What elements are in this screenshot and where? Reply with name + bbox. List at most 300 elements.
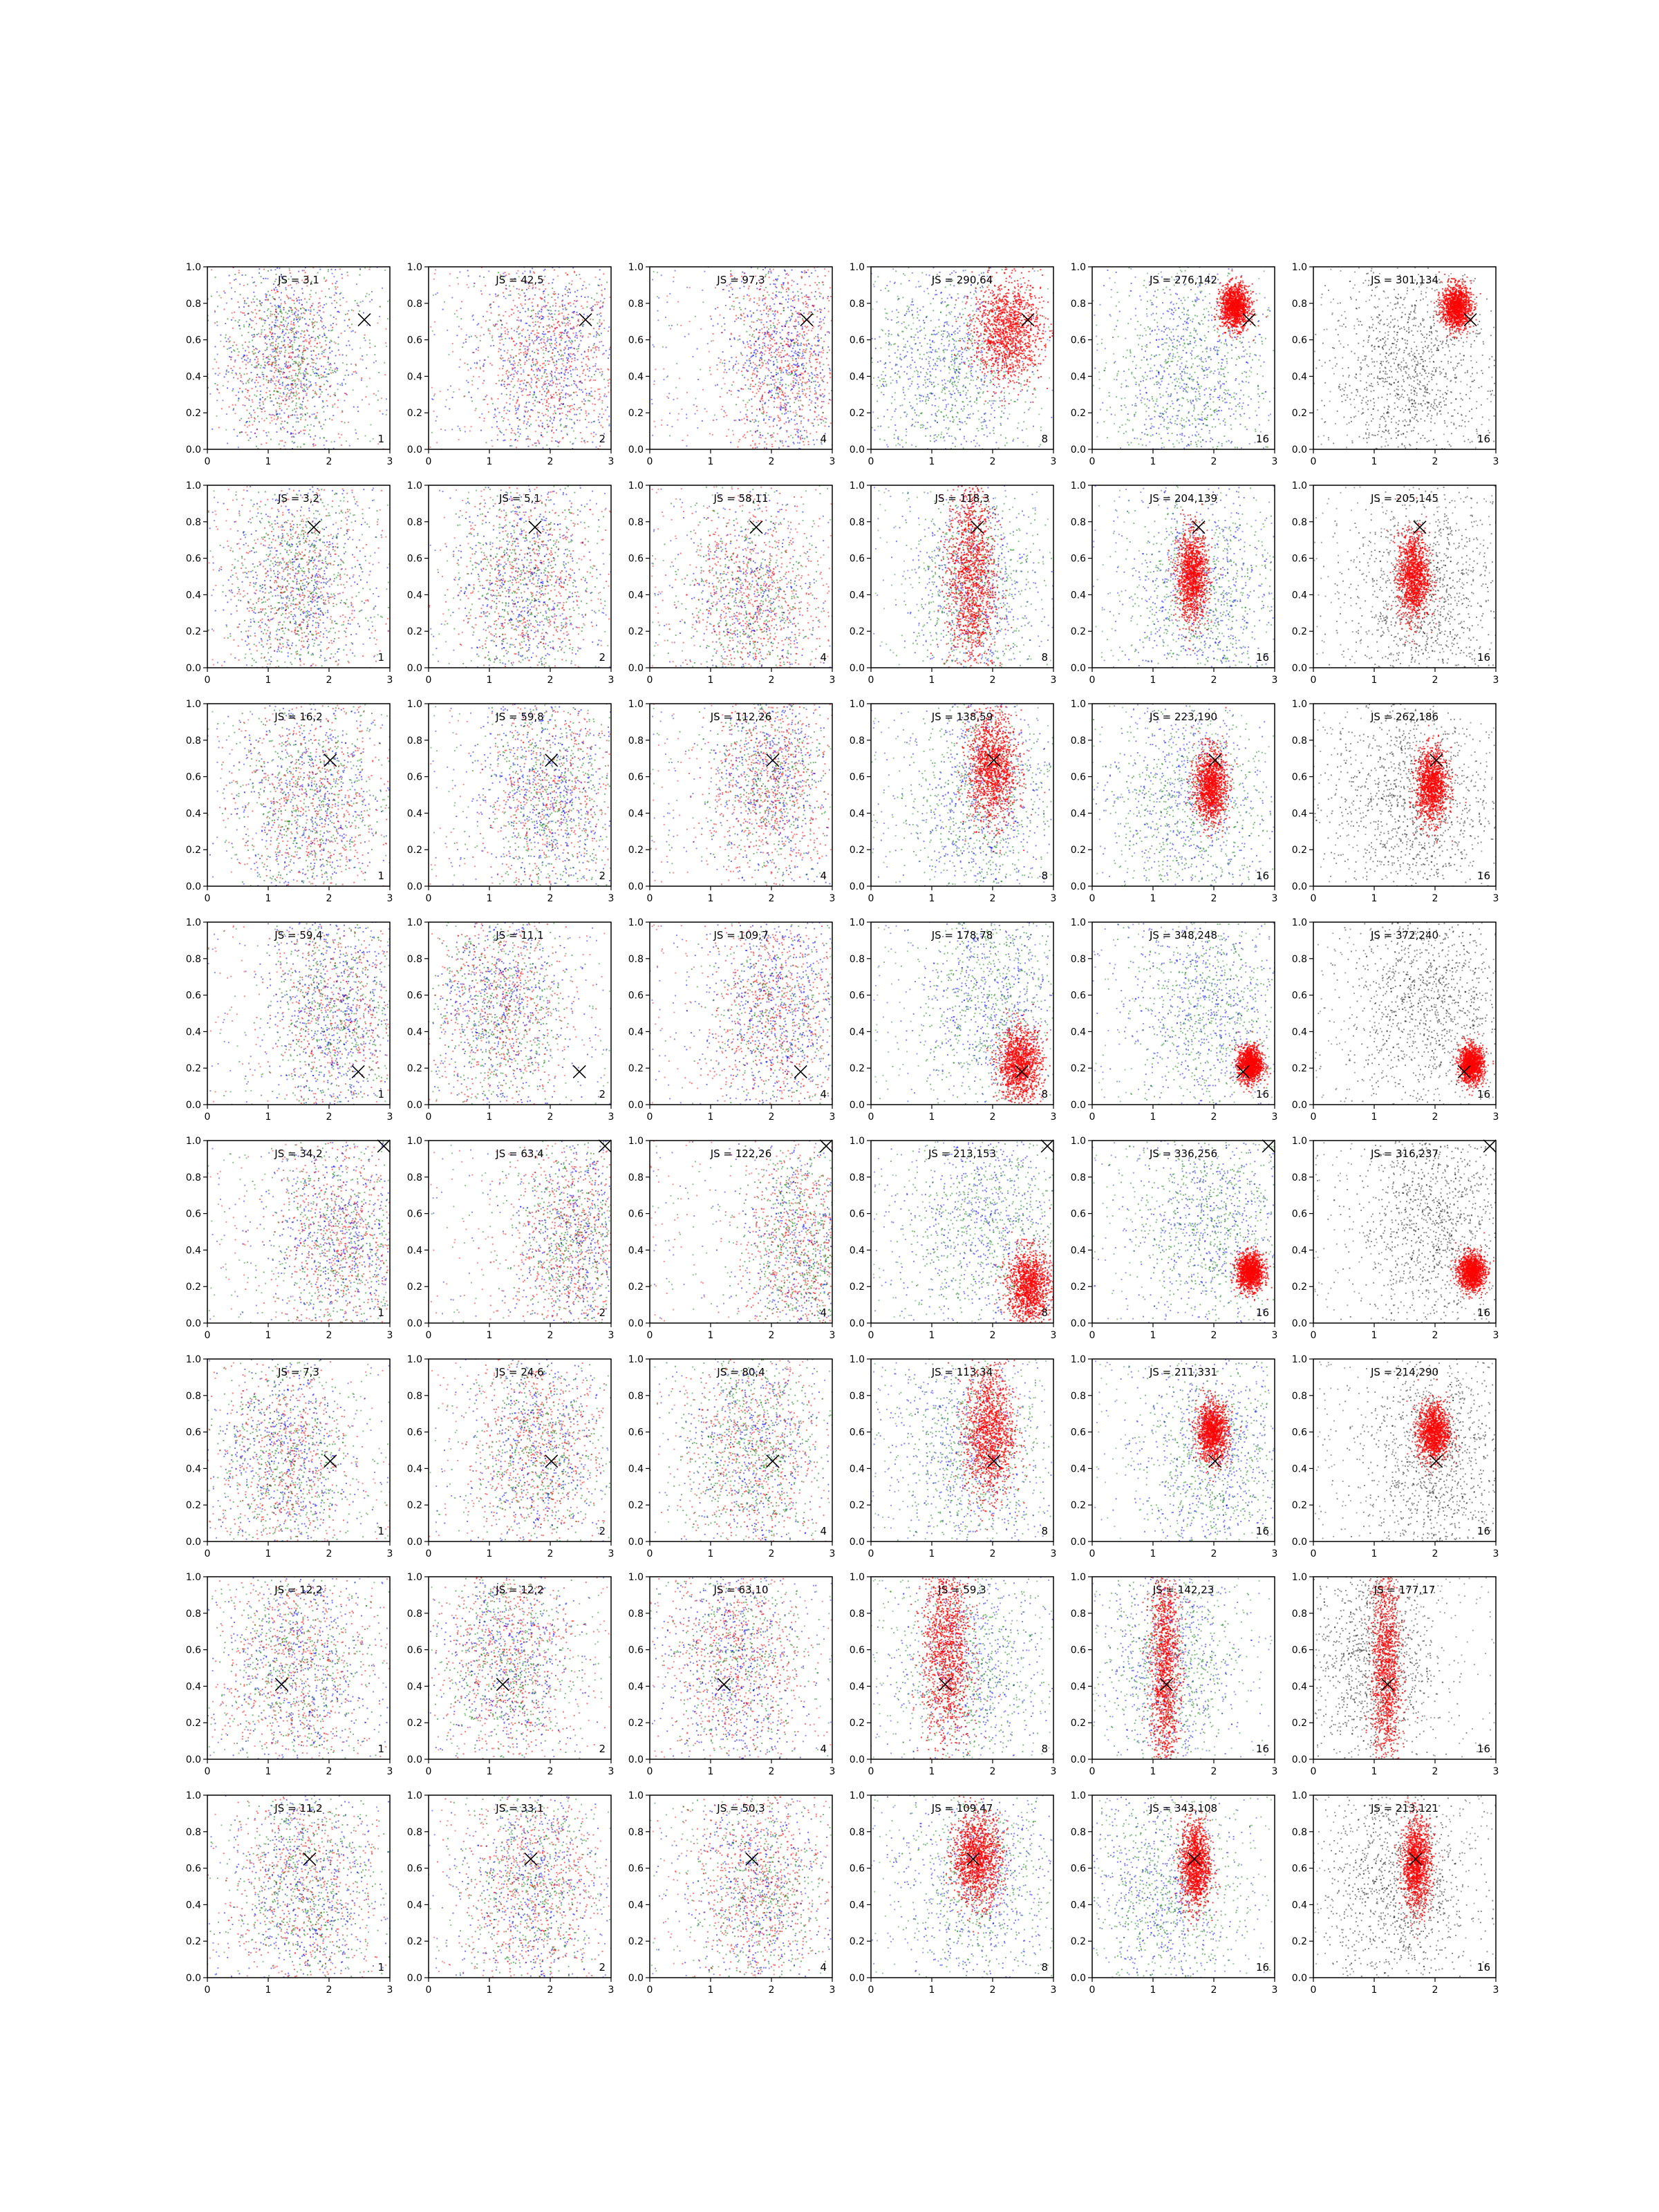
scatter-point — [541, 386, 543, 388]
scatter-point — [819, 363, 821, 364]
scatter-point — [798, 375, 799, 376]
scatter-point — [805, 383, 807, 384]
scatter-point — [600, 301, 601, 302]
scatter-point — [547, 389, 549, 391]
scatter-point — [759, 388, 760, 389]
scatter-point — [481, 293, 482, 294]
scatter-point — [526, 289, 527, 290]
scatter-point — [798, 321, 799, 323]
scatter-point — [292, 388, 294, 389]
scatter-point — [769, 306, 771, 307]
scatter-point — [923, 306, 924, 308]
scatter-point — [511, 328, 512, 329]
scatter-point — [498, 375, 499, 376]
scatter-point — [545, 348, 547, 349]
scatter-point — [800, 420, 802, 422]
scatter-point — [733, 301, 734, 302]
scatter-point — [795, 311, 796, 312]
scatter-point — [762, 435, 763, 436]
scatter-point — [485, 359, 486, 361]
scatter-point — [536, 420, 537, 421]
scatter-point — [283, 335, 285, 336]
scatter-point — [279, 351, 280, 353]
scatter-point — [774, 385, 776, 386]
scatter-point — [732, 289, 733, 290]
scatter-point — [755, 354, 756, 355]
scatter-point — [790, 411, 791, 412]
scatter-point — [804, 351, 805, 353]
scatter-point — [583, 324, 584, 325]
scatter-point — [513, 368, 514, 369]
scatter-point — [986, 427, 988, 429]
scatter-point — [517, 371, 518, 372]
scatter-point — [795, 382, 796, 384]
scatter-point — [782, 384, 783, 386]
scatter-point — [814, 419, 815, 420]
scatter-point — [801, 271, 803, 272]
scatter-point — [802, 438, 803, 439]
scatter-point — [465, 431, 466, 432]
scatter-point — [516, 372, 517, 373]
scatter-point — [279, 379, 280, 381]
scatter-point — [360, 301, 362, 303]
scatter-point — [467, 284, 468, 285]
scatter-point — [515, 434, 516, 435]
scatter-point — [536, 338, 538, 339]
scatter-point — [550, 346, 552, 348]
scatter-point — [594, 374, 595, 375]
scatter-point — [795, 410, 796, 411]
scatter-point — [739, 307, 740, 308]
scatter-point — [534, 294, 536, 296]
scatter-point — [593, 328, 594, 329]
scatter-point — [902, 447, 903, 448]
scatter-point — [337, 286, 338, 288]
scatter-point — [817, 382, 818, 383]
scatter-point — [702, 389, 704, 391]
scatter-point — [252, 282, 254, 283]
scatter-point — [525, 348, 526, 350]
scatter-point — [769, 283, 771, 285]
scatter-point — [325, 419, 326, 420]
scatter-point — [744, 377, 745, 378]
scatter-point — [541, 413, 543, 414]
scatter-point — [778, 352, 779, 353]
scatter-point — [585, 413, 587, 414]
scatter-point — [296, 319, 297, 321]
scatter-point — [547, 376, 548, 377]
scatter-point — [963, 447, 964, 449]
scatter-point — [772, 376, 774, 377]
scatter-point — [521, 335, 523, 337]
scatter-point — [695, 413, 696, 415]
scatter-point — [825, 335, 826, 336]
scatter-point — [351, 324, 353, 325]
scatter-point — [290, 352, 292, 353]
scatter-point — [550, 327, 551, 328]
scatter-point — [817, 276, 818, 277]
scatter-point — [986, 361, 988, 362]
scatter-point — [778, 407, 780, 409]
scatter-point — [234, 359, 236, 361]
scatter-point — [559, 306, 561, 308]
scatter-point — [756, 377, 757, 378]
scatter-point — [756, 409, 758, 410]
scatter-point — [321, 318, 323, 319]
scatter-point — [554, 412, 556, 413]
scatter-point — [272, 420, 273, 422]
scatter-point — [299, 357, 300, 358]
scatter-point — [283, 445, 285, 447]
scatter-point — [948, 335, 950, 336]
scatter-point — [963, 391, 964, 392]
scatter-point — [735, 297, 737, 299]
scatter-point — [785, 410, 786, 411]
scatter-point — [749, 400, 750, 401]
scatter-point — [306, 310, 307, 312]
scatter-point — [561, 418, 562, 420]
scatter-point — [673, 276, 675, 278]
scatter-point — [259, 310, 260, 312]
scatter-point — [504, 272, 505, 273]
scatter-point — [498, 351, 499, 353]
scatter-point — [300, 404, 301, 405]
scatter-point — [276, 326, 278, 327]
scatter-point — [330, 352, 331, 353]
scatter-point — [909, 402, 910, 403]
scatter-point — [283, 337, 284, 339]
scatter-point — [300, 408, 301, 409]
scatter-point — [323, 325, 324, 326]
scatter-point — [812, 355, 814, 356]
scatter-point — [750, 384, 751, 385]
scatter-point — [298, 373, 299, 374]
scatter-point — [538, 310, 540, 312]
scatter-point — [781, 284, 782, 285]
scatter-point — [581, 409, 582, 411]
scatter-point — [762, 342, 764, 344]
scatter-point — [782, 442, 783, 444]
scatter-point — [254, 432, 256, 433]
scatter-point — [779, 355, 780, 356]
scatter-point — [559, 393, 560, 395]
scatter-point — [761, 413, 762, 414]
scatter-point — [802, 326, 803, 328]
scatter-point — [592, 366, 594, 367]
scatter-point — [310, 366, 311, 367]
scatter-point — [596, 331, 597, 332]
scatter-point — [548, 310, 550, 311]
scatter-point — [927, 428, 928, 429]
scatter-point — [266, 299, 268, 301]
scatter-point — [267, 396, 268, 397]
scatter-point — [823, 364, 824, 365]
scatter-point — [777, 433, 778, 435]
scatter-point — [580, 432, 581, 433]
scatter-point — [537, 440, 538, 441]
scatter-point — [710, 316, 711, 317]
scatter-point — [1044, 331, 1046, 332]
scatter-point — [807, 314, 809, 315]
scatter-point — [306, 379, 307, 380]
scatter-point — [755, 367, 756, 368]
scatter-point — [324, 335, 325, 336]
scatter-point — [255, 285, 256, 287]
scatter-point — [526, 424, 527, 425]
scatter-point — [767, 327, 768, 328]
scatter-point — [319, 377, 320, 379]
scatter-point — [386, 328, 387, 330]
scatter-point — [608, 368, 609, 370]
scatter-point — [541, 432, 542, 433]
scatter-point — [780, 352, 782, 353]
scatter-point — [739, 288, 740, 289]
scatter-point — [565, 347, 566, 348]
scatter-point — [553, 432, 554, 433]
scatter-point — [733, 369, 734, 371]
scatter-point — [754, 373, 756, 375]
scatter-point — [787, 341, 789, 342]
scatter-point — [527, 330, 529, 331]
scatter-point — [541, 434, 542, 435]
scatter-point — [722, 351, 724, 353]
scatter-point — [518, 297, 520, 299]
scatter-point — [292, 299, 293, 301]
scatter-point — [277, 291, 279, 292]
scatter-point — [768, 332, 769, 333]
scatter-point — [254, 353, 256, 354]
scatter-point — [501, 380, 503, 382]
scatter-point — [785, 360, 786, 362]
scatter-point — [779, 332, 780, 333]
scatter-point — [484, 418, 485, 419]
scatter-point — [563, 386, 564, 388]
scatter-point — [529, 394, 531, 395]
scatter-point — [545, 350, 547, 351]
scatter-point — [476, 337, 478, 338]
scatter-point — [779, 391, 780, 393]
scatter-point — [316, 369, 317, 371]
scatter-point — [285, 328, 287, 330]
scatter-point — [724, 369, 726, 371]
scatter-point — [562, 364, 563, 365]
scatter-point — [506, 413, 507, 414]
scatter-point — [563, 317, 565, 319]
scatter-point — [753, 355, 754, 356]
scatter-point — [506, 373, 507, 375]
scatter-point — [796, 341, 797, 343]
scatter-point — [256, 365, 258, 366]
scatter-point — [687, 435, 688, 436]
scatter-point — [433, 411, 435, 412]
scatter-point — [276, 431, 278, 433]
scatter-point — [800, 400, 801, 402]
scatter-point — [535, 377, 536, 378]
scatter-point — [534, 405, 536, 406]
y-tick-label: 1.0 — [628, 262, 644, 273]
scatter-point — [474, 285, 475, 287]
scatter-point — [777, 324, 778, 325]
scatter-point — [796, 393, 798, 394]
scatter-point — [802, 409, 803, 411]
scatter-point — [290, 328, 292, 329]
scatter-point — [566, 345, 568, 346]
scatter-point — [794, 296, 795, 297]
scatter-point — [531, 382, 532, 383]
scatter-point — [762, 299, 764, 300]
scatter-point — [895, 270, 897, 272]
scatter-point — [782, 392, 783, 393]
scatter-point — [491, 364, 493, 366]
scatter-point — [503, 360, 504, 362]
scatter-point — [285, 385, 287, 386]
scatter-point — [582, 326, 583, 327]
scatter-point — [547, 316, 549, 317]
scatter-point — [747, 341, 748, 343]
scatter-point — [274, 372, 275, 373]
scatter-point — [588, 346, 590, 348]
scatter-point — [740, 318, 742, 319]
scatter-point — [574, 291, 576, 292]
scatter-point — [289, 307, 290, 308]
scatter-point — [573, 328, 574, 329]
scatter-point — [324, 444, 325, 446]
scatter-point — [336, 281, 337, 282]
scatter-point — [269, 414, 270, 415]
scatter-point — [245, 274, 246, 276]
scatter-point — [290, 365, 291, 366]
scatter-point — [304, 430, 306, 431]
scatter-point — [817, 359, 818, 360]
scatter-point — [292, 346, 293, 348]
scatter-point — [545, 376, 547, 377]
scatter-point — [517, 409, 518, 411]
scatter-point — [306, 330, 308, 331]
scatter-point — [256, 334, 258, 335]
scatter-point — [259, 376, 260, 377]
scatter-point — [243, 324, 245, 326]
scatter-point — [257, 358, 259, 359]
scatter-point — [233, 350, 234, 351]
scatter-point — [551, 313, 552, 315]
scatter-point — [657, 310, 659, 312]
scatter-point — [285, 288, 286, 289]
scatter-point — [305, 373, 306, 375]
scatter-point — [301, 330, 303, 332]
scatter-point — [519, 419, 521, 420]
scatter-point — [244, 359, 245, 361]
scatter-point — [785, 422, 787, 423]
scatter-point — [444, 429, 446, 431]
scatter-point — [829, 393, 830, 394]
scatter-point — [573, 353, 574, 355]
scatter-point — [780, 343, 781, 344]
scatter-point — [588, 413, 590, 415]
scatter-point — [434, 273, 435, 274]
scatter-point — [535, 321, 536, 323]
scatter-point — [668, 397, 669, 399]
scatter-point — [749, 340, 751, 341]
scatter-point — [581, 306, 582, 307]
scatter-point — [762, 400, 764, 402]
scatter-point — [492, 340, 494, 341]
scatter-point — [789, 355, 790, 357]
scatter-point — [813, 425, 814, 427]
scatter-point — [561, 377, 562, 378]
scatter-point — [315, 435, 316, 437]
scatter-point — [542, 333, 543, 335]
scatter-point — [335, 343, 337, 344]
scatter-point — [334, 441, 335, 442]
scatter-point — [304, 335, 306, 336]
scatter-point — [314, 373, 315, 374]
scatter-point — [529, 325, 530, 326]
scatter-point — [777, 279, 778, 280]
scatter-point — [305, 272, 306, 273]
scatter-point — [324, 376, 326, 377]
scatter-point — [764, 447, 765, 449]
scatter-point — [780, 371, 782, 372]
scatter-point — [774, 311, 776, 312]
scatter-point — [747, 379, 749, 380]
scatter-point — [799, 349, 800, 350]
scatter-point — [980, 359, 982, 361]
scatter-point — [527, 438, 528, 440]
scatter-point — [565, 397, 566, 399]
scatter-point — [888, 330, 890, 332]
scatter-point — [802, 382, 803, 383]
scatter-point — [591, 422, 592, 423]
scatter-point — [296, 330, 297, 332]
scatter-point — [790, 435, 791, 436]
scatter-point — [599, 445, 601, 447]
scatter-point — [765, 377, 766, 379]
scatter-point — [652, 279, 653, 281]
scatter-point — [536, 330, 538, 331]
scatter-point — [267, 310, 268, 311]
scatter-point — [702, 301, 704, 303]
scatter-point — [814, 393, 816, 395]
scatter-point — [527, 310, 529, 311]
scatter-point — [723, 289, 724, 290]
scatter-point — [562, 413, 563, 414]
scatter-point — [770, 355, 771, 356]
scatter-point — [790, 310, 791, 311]
scatter-point — [512, 378, 514, 379]
scatter-point — [732, 430, 733, 431]
scatter-point — [1020, 383, 1022, 384]
scatter-point — [582, 308, 583, 309]
scatter-point — [256, 436, 257, 438]
scatter-point — [603, 395, 605, 397]
scatter-point — [306, 373, 308, 374]
scatter-point — [480, 290, 482, 292]
scatter-point — [351, 310, 353, 311]
scatter-point — [680, 325, 682, 326]
scatter-point — [811, 292, 812, 293]
scatter-point — [532, 299, 534, 300]
scatter-point — [543, 331, 544, 332]
scatter-point — [807, 307, 808, 308]
scatter-point — [542, 436, 543, 438]
scatter-point — [516, 331, 518, 332]
scatter-point — [780, 313, 782, 315]
scatter-point — [313, 445, 315, 447]
scatter-point — [511, 314, 512, 315]
scatter-point — [782, 283, 784, 284]
scatter-point — [326, 400, 328, 402]
scatter-point — [444, 301, 445, 303]
